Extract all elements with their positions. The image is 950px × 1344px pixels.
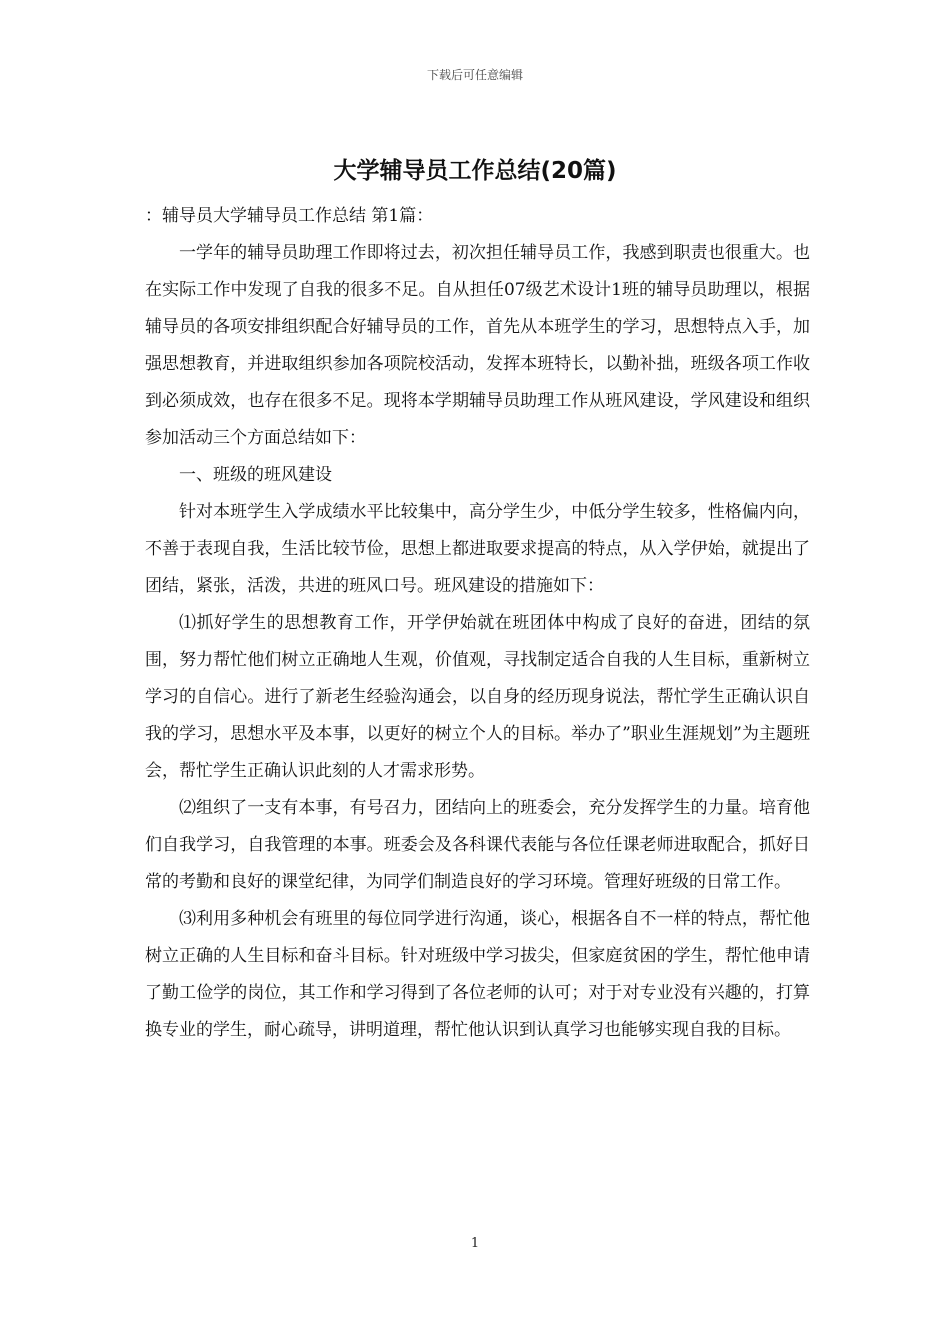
- page-number: 1: [470, 1236, 480, 1251]
- section-heading-article-1: ：辅导员大学辅导员工作总结 第1篇：: [145, 206, 434, 226]
- paragraph-item-3: ⑶利用多种机会有班里的每位同学进行沟通，谈心，根据各自不一样的特点，帮忙他树立正确的人生目标和奋斗目标。针对班级中学习拔尖，但家庭贫困的学生，帮忙他申请了勤工俭学的岗位，其工作和学习得到了各位老师的认可；对于对专业没有兴趣的，打算换专业的学生，耐心疏导，讲明道理，帮忙他认识到认真学习也能够实现自我的目标。: [145, 909, 810, 1040]
- header-note: 下载后可任意编辑: [426, 68, 523, 82]
- paragraph-intro: 一学年的辅导员助理工作即将过去，初次担任辅导员工作，我感到职责也很重大。也在实际工作中发现了自我的很多不足。自从担任07级艺术设计1班的辅导员助理以，根据辅导员的各项安排组织配合好辅导员的工作，首先从本班学生的学习，思想特点入手，加强思想教育，并进取组织参加各项院校活动，发挥本班特长，以勤补拙，班级各项工作收到必须成效，也存在很多不足。现将本学期辅导员助理工作从班风建设，学风建设和组织参加活动三个方面总结如下：: [145, 243, 810, 448]
- document-title: 大学辅导员工作总结(20篇): [333, 158, 617, 184]
- paragraph-item-1: ⑴抓好学生的思想教育工作，开学伊始就在班团体中构成了良好的奋进，团结的氛围，努力帮忙他们树立正确地人生观，价值观，寻找制定适合自我的人生目标，重新树立学习的自信心。进行了新老生经验沟通会，以自身的经历现身说法，帮忙学生正确认识自我的学习，思想水平及本事，以更好的树立个人的目标。举办了”职业生涯规划”为主题班会，帮忙学生正确认识此刻的人才需求形势。: [145, 613, 810, 781]
- paragraph-class-style: 针对本班学生入学成绩水平比较集中，高分学生少，中低分学生较多，性格偏内向，不善于表现自我，生活比较节俭，思想上都进取要求提高的特点，从入学伊始，就提出了团结，紧张，活泼，共进的班风口号。班风建设的措施如下：: [145, 502, 810, 596]
- document-body: [145, 198, 810, 1049]
- paragraph-item-2: ⑵组织了一支有本事，有号召力，团结向上的班委会，充分发挥学生的力量。培育他们自我学习，自我管理的本事。班委会及各科课代表能与各位任课老师进取配合，抓好日常的考勤和良好的课堂纪律，为同学们制造良好的学习环境。管理好班级的日常工作。: [145, 798, 810, 892]
- section-heading-class-style: 一、班级的班风建设: [179, 465, 332, 485]
